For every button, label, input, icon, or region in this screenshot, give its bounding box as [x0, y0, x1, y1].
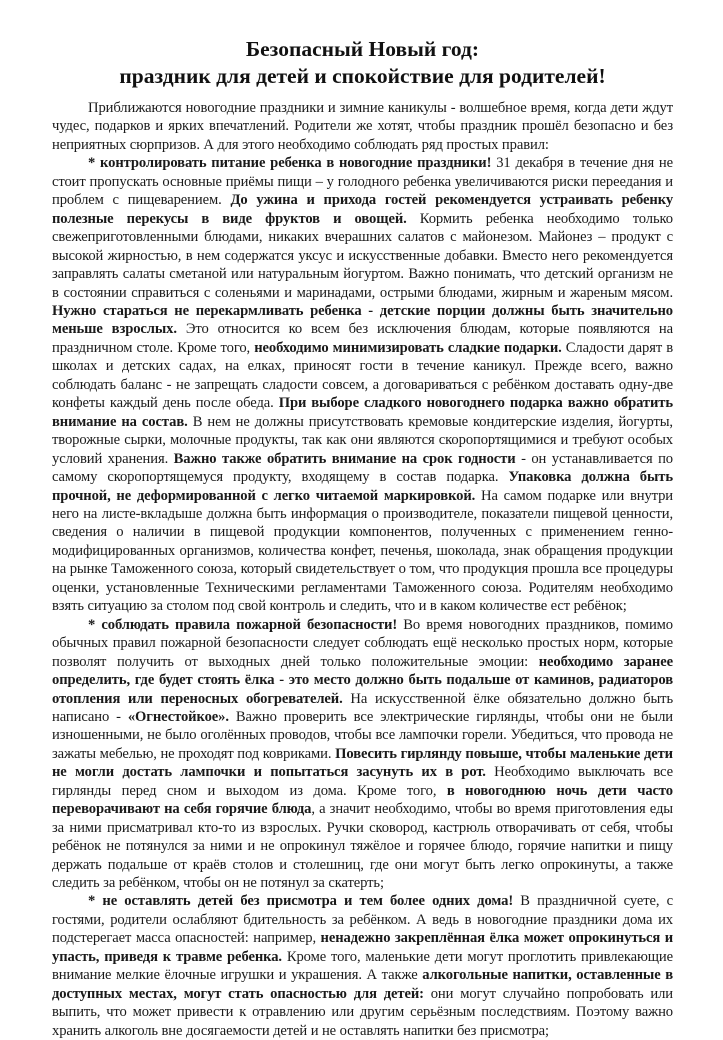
text-run: Приближаются новогодние праздники и зимние каникулы - волшебное время, когда дети ждут чудес, подарков и ярких впечатлений. Родители же хотят, чтобы праздник прошёл безопасно и без неприятных сюрпризов. А для этого необходимо соблюдать ряд простых правил:: [52, 100, 673, 153]
bold-emphasis: * контролировать питание ребенка в новогодние праздники!: [88, 155, 492, 172]
bold-emphasis: * соблюдать правила пожарной безопасности!: [88, 616, 398, 633]
text-run: В праздничной суете, с гостями, родители ослабляют бдительность за ребёнком. А ведь в новогодние праздники дома их подстерегает масса опасностей: например,: [52, 893, 673, 947]
text-run: В нем не должны присутствовать кремовые кондитерские изделия, йогурты, творожные сырки, молочные продукты, так как они являются скоропортящимися и требуют особых условий хранения.: [52, 413, 673, 467]
bold-emphasis: * не оставлять детей без присмотра и тем более одних дома!: [88, 893, 514, 910]
bold-emphasis: «Огнестойкое».: [127, 708, 229, 725]
bold-emphasis: Важно также обратить внимание на срок годности: [173, 450, 516, 467]
bold-emphasis: При выборе сладкого новогоднего подарка важно обратить внимание на состав.: [52, 395, 673, 430]
text-run: , а значит необходимо, чтобы во время приготовления еды за ними присматривал кто-то из взрослых. Ручки сковород, кастрюль отворачивать от себя, чтобы ребёнок не потянулся за ними и не опрокинул тяжёлое и горячее блюдо, горячие напитки и пищу держать подальше от краёв столов и столешниц, где они могут быть легко опрокинуты, а также следить за ребёнком, чтобы он не потянул за скатерть;: [52, 801, 673, 892]
rule-paragraph: [52, 616, 673, 893]
text-run: 31 декабря в течение дня не стоит пропускать основные приёмы пищи – у голодного ребенка увеличиваются риски переедания и проблем с пищеварением.: [52, 155, 673, 209]
rule-paragraph: [52, 154, 673, 615]
bold-emphasis: необходимо заранее определить, где будет стоять ёлка - это место должно быть подальше от каминов, радиаторов отопления или переносных обогревателей.: [52, 653, 673, 707]
text-run: они могут случайно попробовать или выпить, что может привести к отравлению или другим серьёзным последствиям. Поэтому важно хранить алкоголь вне досягаемости детей и не оставлять напитки без присмотра;: [52, 985, 673, 1039]
text-run: Кроме того, маленькие дети могут проглотить привлекающие внимание мелкие ёлочные игрушки и украшения. А также: [52, 948, 673, 984]
text-run: Необходимо выключать все гирлянды перед сном и выходом из дома. Кроме того,: [52, 764, 673, 799]
bold-emphasis: ненадежно закреплённая ёлка может опрокинуться и упасть, приведя к травме ребенка.: [52, 930, 674, 965]
bold-emphasis: в новогоднюю ночь дети часто переворачивают на себя горячие блюда: [52, 782, 673, 818]
title-line-2: праздник для детей и спокойствие для родителей!: [119, 64, 606, 88]
bold-emphasis: До ужина и прихода гостей рекомендуется устраивать ребенку полезные перекусы в виде фруктов и овощей.: [52, 192, 674, 227]
text-run: - он устанавливается по самому скоропортящемуся продукту, входящему в состав подарка.: [52, 450, 673, 486]
rule-paragraph: [52, 892, 673, 1040]
bold-emphasis: алкогольные напитки, оставленные в доступных местах, могут стать опасностью для детей:: [52, 967, 674, 1002]
text-run: На искусственной ёлке обязательно должно быть написано -: [52, 690, 673, 725]
text-run: Кормить ребенка необходимо только свежеприготовленными блюдами, никаких вчерашних салатов с майонезом. Майонез – продукт с высокой жирностью, в нем содержатся уксус и искусственные добавки. Вместо него рекомендуется заправлять салаты сметаной или натуральным йогуртом. Важно понимать, что детский организм не в состоянии справиться с соленьями и маринадами, острыми блюдами, жирным и жареным мясом.: [52, 210, 673, 301]
document-title: [52, 36, 673, 90]
bold-emphasis: Повесить гирлянду повыше, чтобы маленькие дети не могли достать лампочки и попытаться засунуть их в рот.: [52, 745, 673, 781]
text-run: Важно проверить все электрические гирлянды, чтобы они не были изношенными, не было оголённых проводов, чтобы все лампочки горели. Убедиться, что провода не зажаты мебелью, не проходят под ковриками.: [52, 708, 673, 762]
bold-emphasis: необходимо минимизировать сладкие подарки.: [254, 339, 562, 356]
document-page: [52, 36, 673, 1040]
text-run: Во время новогодних праздников, помимо обычных правил пожарной безопасности следует соблюдать ещё несколько простых норм, которые позволят получить от выходных дней только положительные эмоции:: [52, 616, 673, 670]
bold-emphasis: Упаковка должна быть прочной, не деформированной с легко читаемой маркировкой.: [52, 469, 673, 504]
title-line-1: Безопасный Новый год:: [245, 37, 480, 61]
text-run: Сладости дарят в школах и детских садах, на елках, приносят гости в течение каникул. Прежде всего, важно соблюдать баланс - не запрещать сладости совсем, а договариваться с ребёнком доставать одну-две конфеты каждый день после обеда.: [52, 339, 673, 412]
document-body: [52, 99, 673, 1040]
intro-paragraph: [52, 99, 673, 154]
text-run: На самом подарке или внутри него на листе-вкладыше должна быть информация о производителе, показатели пищевой ценности, сведения о наличии в пищевой продукции компонентов, полученных с применением генно-модифицированных организмов, количества конфет, печенья, шоколада, знак обращения продукции на рынке Таможенного союза, который свидетельствует о том, что продукция прошла все процедуры оценки, установленные Техническими регламентами Таможенного союза. Родителям необходимо взять ситуацию за столом под свой контроль и следить, что и в каком количестве ест ребёнок;: [52, 487, 674, 615]
text-run: Это относится ко всем без исключения блюдам, которые появляются на праздничном столе. Кроме того,: [52, 321, 673, 356]
bold-emphasis: Нужно стараться не перекармливать ребенка - детские порции должны быть значительно меньше взрослых.: [52, 302, 673, 338]
